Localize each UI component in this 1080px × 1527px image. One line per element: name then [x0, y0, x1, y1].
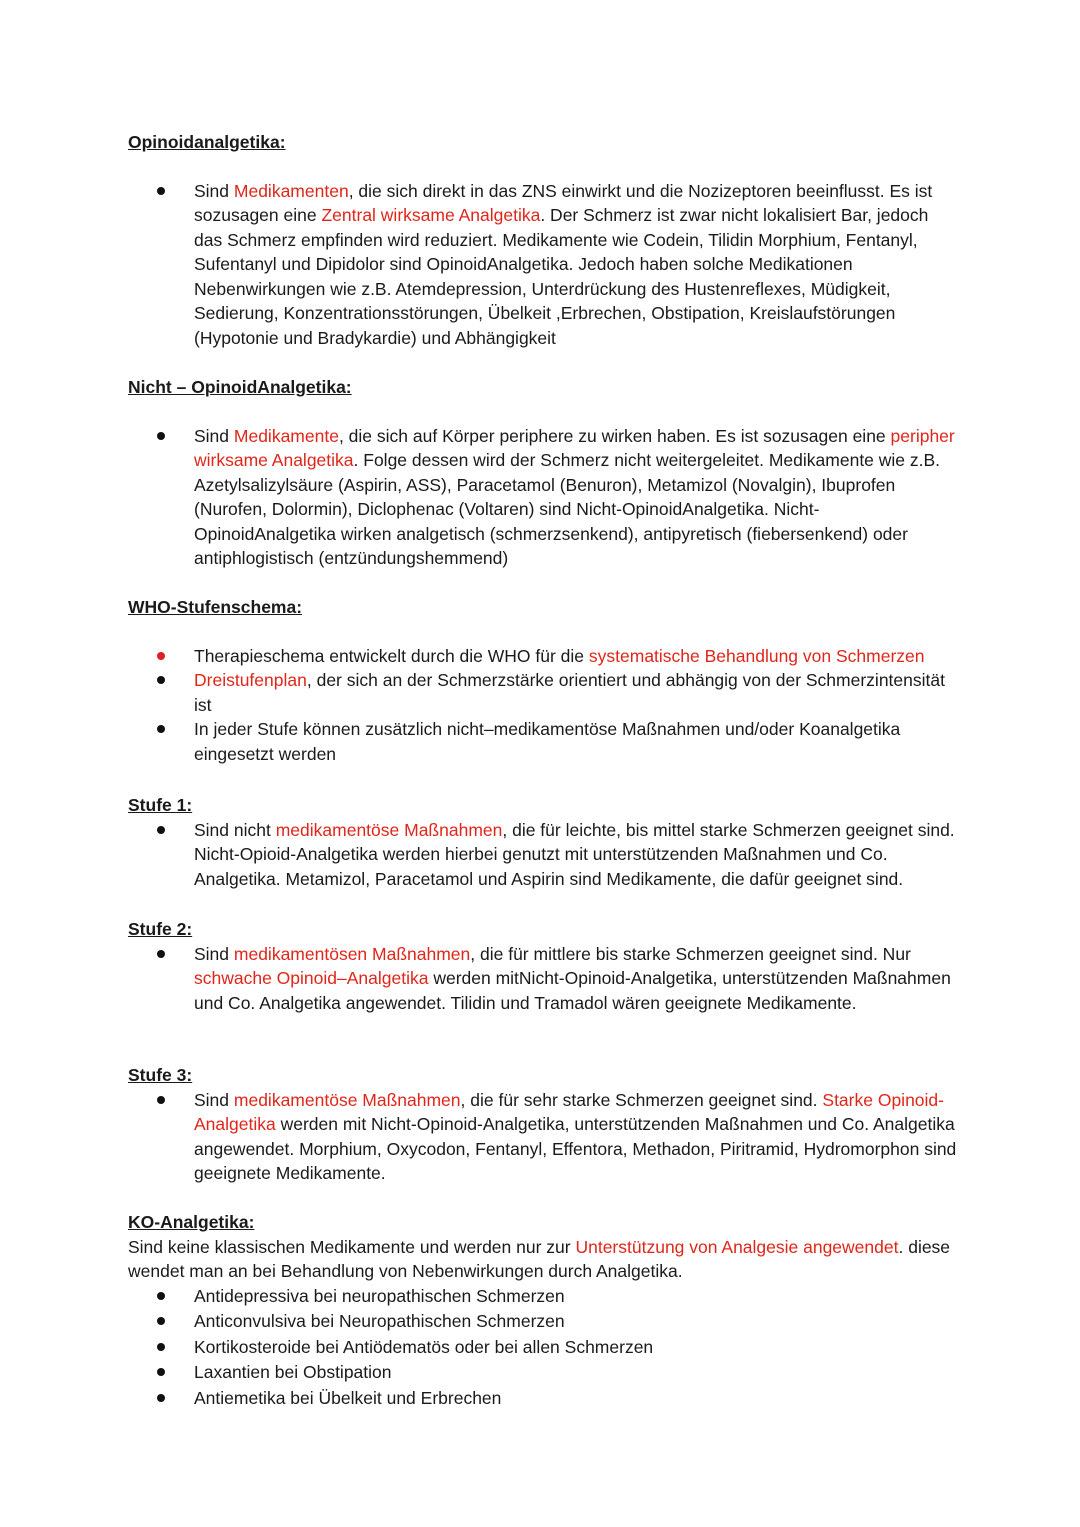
bullet-icon	[157, 725, 165, 733]
bullet-list	[128, 942, 958, 1016]
bullet-icon	[157, 826, 165, 834]
bullet-list	[128, 1088, 958, 1186]
bullet-icon	[157, 432, 165, 440]
bullet-icon	[157, 950, 165, 958]
list-item: Therapieschema entwickelt durch die WHO für die systematische Behandlung von Schmerzen	[128, 644, 958, 669]
section-stufe-1	[128, 793, 958, 891]
section-opioid	[128, 130, 958, 350]
bullet-icon	[157, 187, 165, 195]
highlight-text: medikamentösen Maßnahmen	[233, 943, 471, 964]
highlight-text: Dreistufenplan	[194, 670, 307, 690]
list-item: Anticonvulsiva bei Neuropathischen Schmerzen	[128, 1309, 958, 1335]
bullet-icon	[157, 652, 165, 660]
heading-stufe-2: Stufe 2:	[128, 919, 193, 939]
heading-ko-analgetika: KO-Analgetika:	[128, 1212, 255, 1232]
list-item: Sind nicht medikamentöse Maßnahmen, die für leichte, bis mittel starke Schmerzen geeignet sind. Nicht-Opioid-Analgetika werden hierbei genutzt mit unterstützenden Maßnahmen und Co. Analgetika. Metamizol, Paracetamol und Aspirin sind Medikamente, die dafür geeignet sind.	[128, 818, 958, 892]
list-item: Dreistufenplan, der sich an der Schmerzstärke orientiert und abhängig von der Schmerzintensität ist	[128, 668, 958, 717]
highlight-text: medikamentöse Maßnahmen	[233, 1089, 461, 1110]
bullet-list	[128, 1284, 958, 1412]
bullet-icon	[157, 1096, 165, 1104]
section-stufe-3	[128, 1063, 958, 1186]
section-who	[128, 595, 958, 766]
bullet-list	[128, 818, 958, 892]
highlight-text: Starke Opinoid-Analgetika	[194, 1089, 944, 1134]
section-non-opioid	[128, 375, 958, 571]
section-ko-analgetika	[128, 1210, 958, 1411]
highlight-text: Medikamente	[233, 425, 339, 446]
ko-paragraph: Sind keine klassischen Medikamente und werden nur zur Unterstützung von Analgesie angewendet. diese wendet man an bei Behandlung von Nebenwirkungen durch Analgetika.	[128, 1236, 951, 1281]
bullet-icon	[157, 676, 165, 684]
list-item: Sind Medikamenten, die sich direkt in das ZNS einwirkt und die Nozizeptoren beeinflusst. Es ist sozusagen eine Zentral wirksame Analgetika. Der Schmerz ist zwar nicht lokalisiert Bar, jedoch das Schmerz empfinden wird reduziert. Medikamente wie Codein, Tilidin Morphium, Fentanyl, Sufentanyl und Dipidolor sind OpinoidAnalgetika. Jedoch haben solche Medikationen Nebenwirkungen wie z.B. Atemdepression, Unterdrückung des Hustenreflexes, Müdigkeit, Sedierung, Konzentrationsstörungen, Übelkeit ,Erbrechen, Obstipation, Kreislaufstörungen (Hypotonie und Bradykardie) und Abhängigkeit	[128, 179, 958, 351]
bullet-icon	[157, 1368, 165, 1376]
list-item: Sind medikamentöse Maßnahmen, die für sehr starke Schmerzen geeignet sind. Starke Opinoid-Analgetika werden mit Nicht-Opinoid-Analgetika, unterstützenden Maßnahmen und Co. Analgetika angewendet. Morphium, Oxycodon, Fentanyl, Effentora, Methadon, Piritramid, Hydromorphon sind geeignete Medikamente.	[128, 1088, 958, 1186]
heading-non-opioid: Nicht – OpinoidAnalgetika:	[128, 377, 352, 397]
highlight-text: Medikamenten	[233, 180, 349, 201]
bullet-icon	[157, 1317, 165, 1325]
highlight-text: Zentral wirksame Analgetika	[321, 205, 541, 225]
bullet-list	[128, 424, 958, 571]
list-item: Sind medikamentösen Maßnahmen, die für mittlere bis starke Schmerzen geeignet sind. Nur schwache Opinoid–Analgetika werden mitNicht-Opinoid-Analgetika, unterstützenden Maßnahmen und Co. Analgetika angewendet. Tilidin und Tramadol wären geeignete Medikamente.	[128, 942, 958, 1016]
heading-stufe-1: Stufe 1:	[128, 795, 193, 815]
section-stufe-2	[128, 917, 958, 1015]
highlight-text: peripher wirksame Analgetika	[194, 425, 955, 470]
list-item: Laxantien bei Obstipation	[128, 1360, 958, 1386]
list-item: In jeder Stufe können zusätzlich nicht–medikamentöse Maßnahmen und/oder Koanalgetika eingesetzt werden	[128, 717, 958, 766]
bullet-list	[128, 179, 958, 351]
list-item: Antidepressiva bei neuropathischen Schmerzen	[128, 1284, 958, 1310]
list-item: Kortikosteroide bei Antiödematös oder bei allen Schmerzen	[128, 1335, 958, 1361]
bullet-icon	[157, 1292, 165, 1300]
bullet-icon	[157, 1343, 165, 1351]
highlight-text: systematische Behandlung von Schmerzen	[588, 645, 925, 666]
highlight-text: schwache Opinoid–Analgetika	[194, 968, 429, 988]
list-item: Antiemetika bei Übelkeit und Erbrechen	[128, 1386, 958, 1412]
heading-stufe-3: Stufe 3:	[128, 1065, 193, 1085]
heading-opioid: Opinoidanalgetika:	[128, 132, 286, 152]
bullet-icon	[157, 1394, 165, 1402]
heading-who: WHO-Stufenschema:	[128, 597, 303, 617]
list-item: Sind Medikamente, die sich auf Körper periphere zu wirken haben. Es ist sozusagen eine peripher wirksame Analgetika. Folge dessen wird der Schmerz nicht weitergeleitet. Medikamente wie z.B. Azetylsalizylsäure (Aspirin, ASS), Paracetamol (Benuron), Metamizol (Novalgin), Ibuprofen (Nurofen, Dolormin), Diclophenac (Voltaren) sind Nicht-OpinoidAnalgetika. Nicht-OpinoidAnalgetika wirken analgetisch (schmerzsenkend), antipyretisch (fiebersenkend) oder antiphlogistisch (entzündungshemmend)	[128, 424, 958, 571]
bullet-list	[128, 644, 958, 767]
highlight-text: Unterstützung von Analgesie angewendet	[575, 1236, 899, 1257]
highlight-text: medikamentöse Maßnahmen	[275, 819, 503, 840]
